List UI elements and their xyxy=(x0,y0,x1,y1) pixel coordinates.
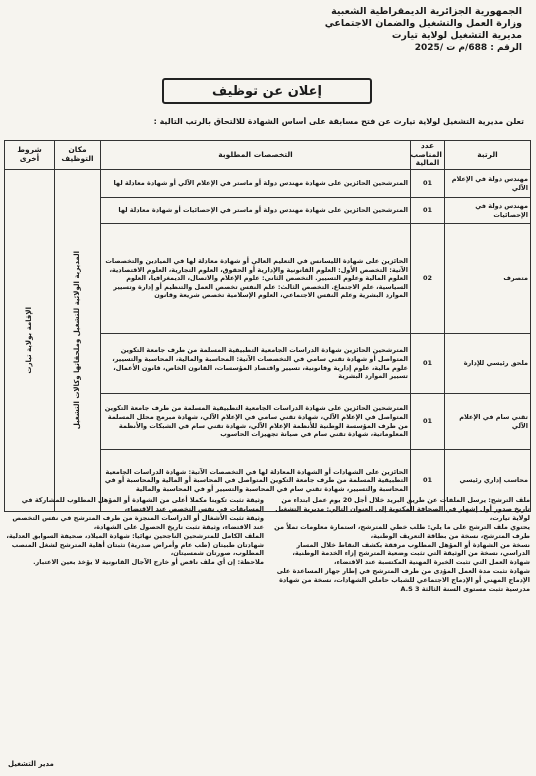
column-header: شروط أخرى xyxy=(5,141,55,170)
rank-cell: ملحق رئيسي للإدارة xyxy=(445,334,531,394)
positions-table xyxy=(4,140,531,512)
count-cell: 01 xyxy=(411,198,445,224)
spec-cell: المترشحين الحائزين على شهادة مهندس دولة أو ماستر في الإعلام الآلي أو شهادة معادلة لها xyxy=(101,170,411,198)
paragraph: ملف الترشح: يرسل الملفات عن طريق البريد خلال أجل 20 يوم عمل ابتداء من تاريخ صدور أول إشهار في الصحافة المكتوبة إلى العنوان التالي: مديرية التشغيل لولاية تيارت، xyxy=(275,496,530,522)
count-cell: 01 xyxy=(411,334,445,394)
place-cell xyxy=(55,170,101,512)
count-cell: 01 xyxy=(411,394,445,450)
paragraph: نسخة من الشهادة أو المؤهل المطلوب مرفقة بكشف النقاط خلال المسار الدراسي، نسخة من الوثيقة التي تثبت وضعية المترشح إزاء الخدمة الوطنية، شهادة العمل التي تثبت الخبرة المهنية المكتسبة عند الاقتضاء، xyxy=(292,540,530,567)
column-header: الرتبة xyxy=(445,141,531,170)
spec-cell: الحائزين على شهادة الليسانس في التعليم العالي أو شهادة معادلة لها في الميادين والتخصصات الآتية: التخصص الأول: العلوم القانونية والإدارية أو الحقوق، العلوم التجارية، العلوم الاقتصادية، العلوم المالية وعلوم التسيير. التخصص الثاني: علوم الإعلام والاتصال، الديمغرافيا، العلوم السياسية، علم الاجتماع. التخصص الثالث: علم النفس تخصص العمل والتنظيم أو إدارة وتسيير الموارد البشرية وعلم النفس الاجتماعي، العلوم الإسلامية تخصص شريعة وقانون xyxy=(101,224,411,334)
paragraph: الملف الكامل للمترشحين الناجحين نهائيا: شهادة الميلاد، صحيفة السوابق العدلية، شهادتان طبيتان (طب عام وأمراض صدرية) تثبتان أهلية المترشح لشغل المنصب المطلوب، صورتان شمسيتان، xyxy=(6,531,264,558)
place-text: المديرية الولائية للتشغيل وملحقاتها وكالات التشغيل xyxy=(73,251,82,430)
rank-cell: مهندس دولة في الإحصائيات xyxy=(445,198,531,224)
letterhead-line: وزارة العمل والتشغيل والضمان الاجتماعي xyxy=(324,18,522,29)
rank-cell: مهندس دولة في الإعلام الآلي xyxy=(445,170,531,198)
conditions-section xyxy=(6,496,530,776)
reference-number: الرقم : 688/م ت /2025 xyxy=(414,43,522,53)
column-header: عدد المناصب المالية xyxy=(411,141,445,170)
letterhead xyxy=(222,6,522,54)
column-header: التخصصات المطلوبة xyxy=(101,141,411,170)
other-cell xyxy=(5,170,55,512)
letterhead-line: مديرية التشغيل لولاية تيارت xyxy=(391,30,522,41)
paragraph: شهادة تثبت مدة العمل المؤدى من طرف المترشح في إطار جهاز المساعدة على الإدماج المهني أو الإدماج الاجتماعي للشباب حاملي الشهادات، نسخة من شهادة مدرسية تثبت مستوى السنة الثالثة A.S 3 xyxy=(276,567,530,594)
paragraph: ملاحظة: إن أي ملف ناقص أو خارج الآجال القانونية لا يؤخذ بعين الاعتبار. xyxy=(33,558,264,567)
count-cell: 01 xyxy=(411,170,445,198)
count-cell: 01 xyxy=(411,450,445,512)
announcement-title: إعلان عن توظيف xyxy=(162,78,372,104)
signature: مدير التشغيل xyxy=(8,760,54,768)
paragraph: وثيقة تثبت الأشغال أو الدراسات المنجزة من طرف المترشح في نفس التخصص عند الاقتضاء، وثيقة تثبت تاريخ الحصول على الشهادة، xyxy=(12,513,264,531)
letterhead-line: الجمهورية الجزائرية الديمقراطية الشعبية xyxy=(331,6,522,17)
spec-cell: المترشحين الحائزين على شهادة الدراسات الجامعية التطبيقية المسلمة من طرف جامعة التكوين المتواصل في الإعلام الآلي، شهادة تقني سامي في الإعلام الآلي، شهادة مبرمج محلل المسلمة من طرف المؤسسة الوطنية للأنظمة الإعلام الآلي، شهادة تقني سام في الشبكات والأنظمة المعلوماتية، شهادة تقني سام في صيانة تجهيزات الحاسوب xyxy=(101,394,411,450)
table-row xyxy=(5,170,531,198)
spec-cell: المترشحين الحائزين على شهادة مهندس دولة أو ماستر في الإحصائيات أو شهادة معادلة لها xyxy=(101,198,411,224)
rank-cell: متصرف xyxy=(445,224,531,334)
spec-cell: المترشحين الحائزين شهادة الدراسات الجامعية التطبيقية المسلمة من طرف جامعة التكوين المتواصل أو شهادة تقني سامي في التخصصات الآتية: المحاسبة والمالية، المحاسبة والتسيير، علوم مالية، علوم إدارية وقانونية، تسيير واقتصاد المؤسسات، القانون الخاص، قانون الأعمال، تسيير الموارد البشرية xyxy=(101,334,411,394)
count-cell: 02 xyxy=(411,224,445,334)
table-header-row xyxy=(5,141,531,170)
intro-text: تعلن مديرية التشغيل لولاية تيارت عن فتح مسابقة على أساس الشهادة للالتحاق بالرتب التالية : xyxy=(153,117,524,126)
conditions-right-column xyxy=(272,496,530,594)
rank-cell: تقني سام في الإعلام الآلي xyxy=(445,394,531,450)
spec-cell: الحائزين على الشهادات أو الشهادة المعادلة لها في التخصصات الآتية: شهادة الدراسات الجامعية التطبيقية المسلمة من طرف جامعة التكوين المتواصل في المحاسبة أو المالية والمحاسبة أو في المحاسبة والتسيير، شهادة تقني سام في المحاسبة والتسيير أو في المحاسبة والمالية xyxy=(101,450,411,512)
paragraph: يحتوي ملف الترشح على ما يلي: طلب خطي للمترشح، استمارة معلومات تملأ من طرف المترشح، نسخة من بطاقة التعريف الوطنية، xyxy=(274,522,530,540)
column-header: مكان التوظيف xyxy=(55,141,101,170)
conditions-left-column xyxy=(6,496,264,567)
rank-cell: محاسب إداري رئيسي xyxy=(445,450,531,512)
paragraph: وثيقة تثبت تكوينا مكملا أعلى من الشهادة أو المؤهل المطلوب للمشاركة في المسابقات في نفس التخصص عند الاقتضاء، xyxy=(21,496,264,513)
other-text: الإقامة بولاية تيارت xyxy=(25,307,34,374)
